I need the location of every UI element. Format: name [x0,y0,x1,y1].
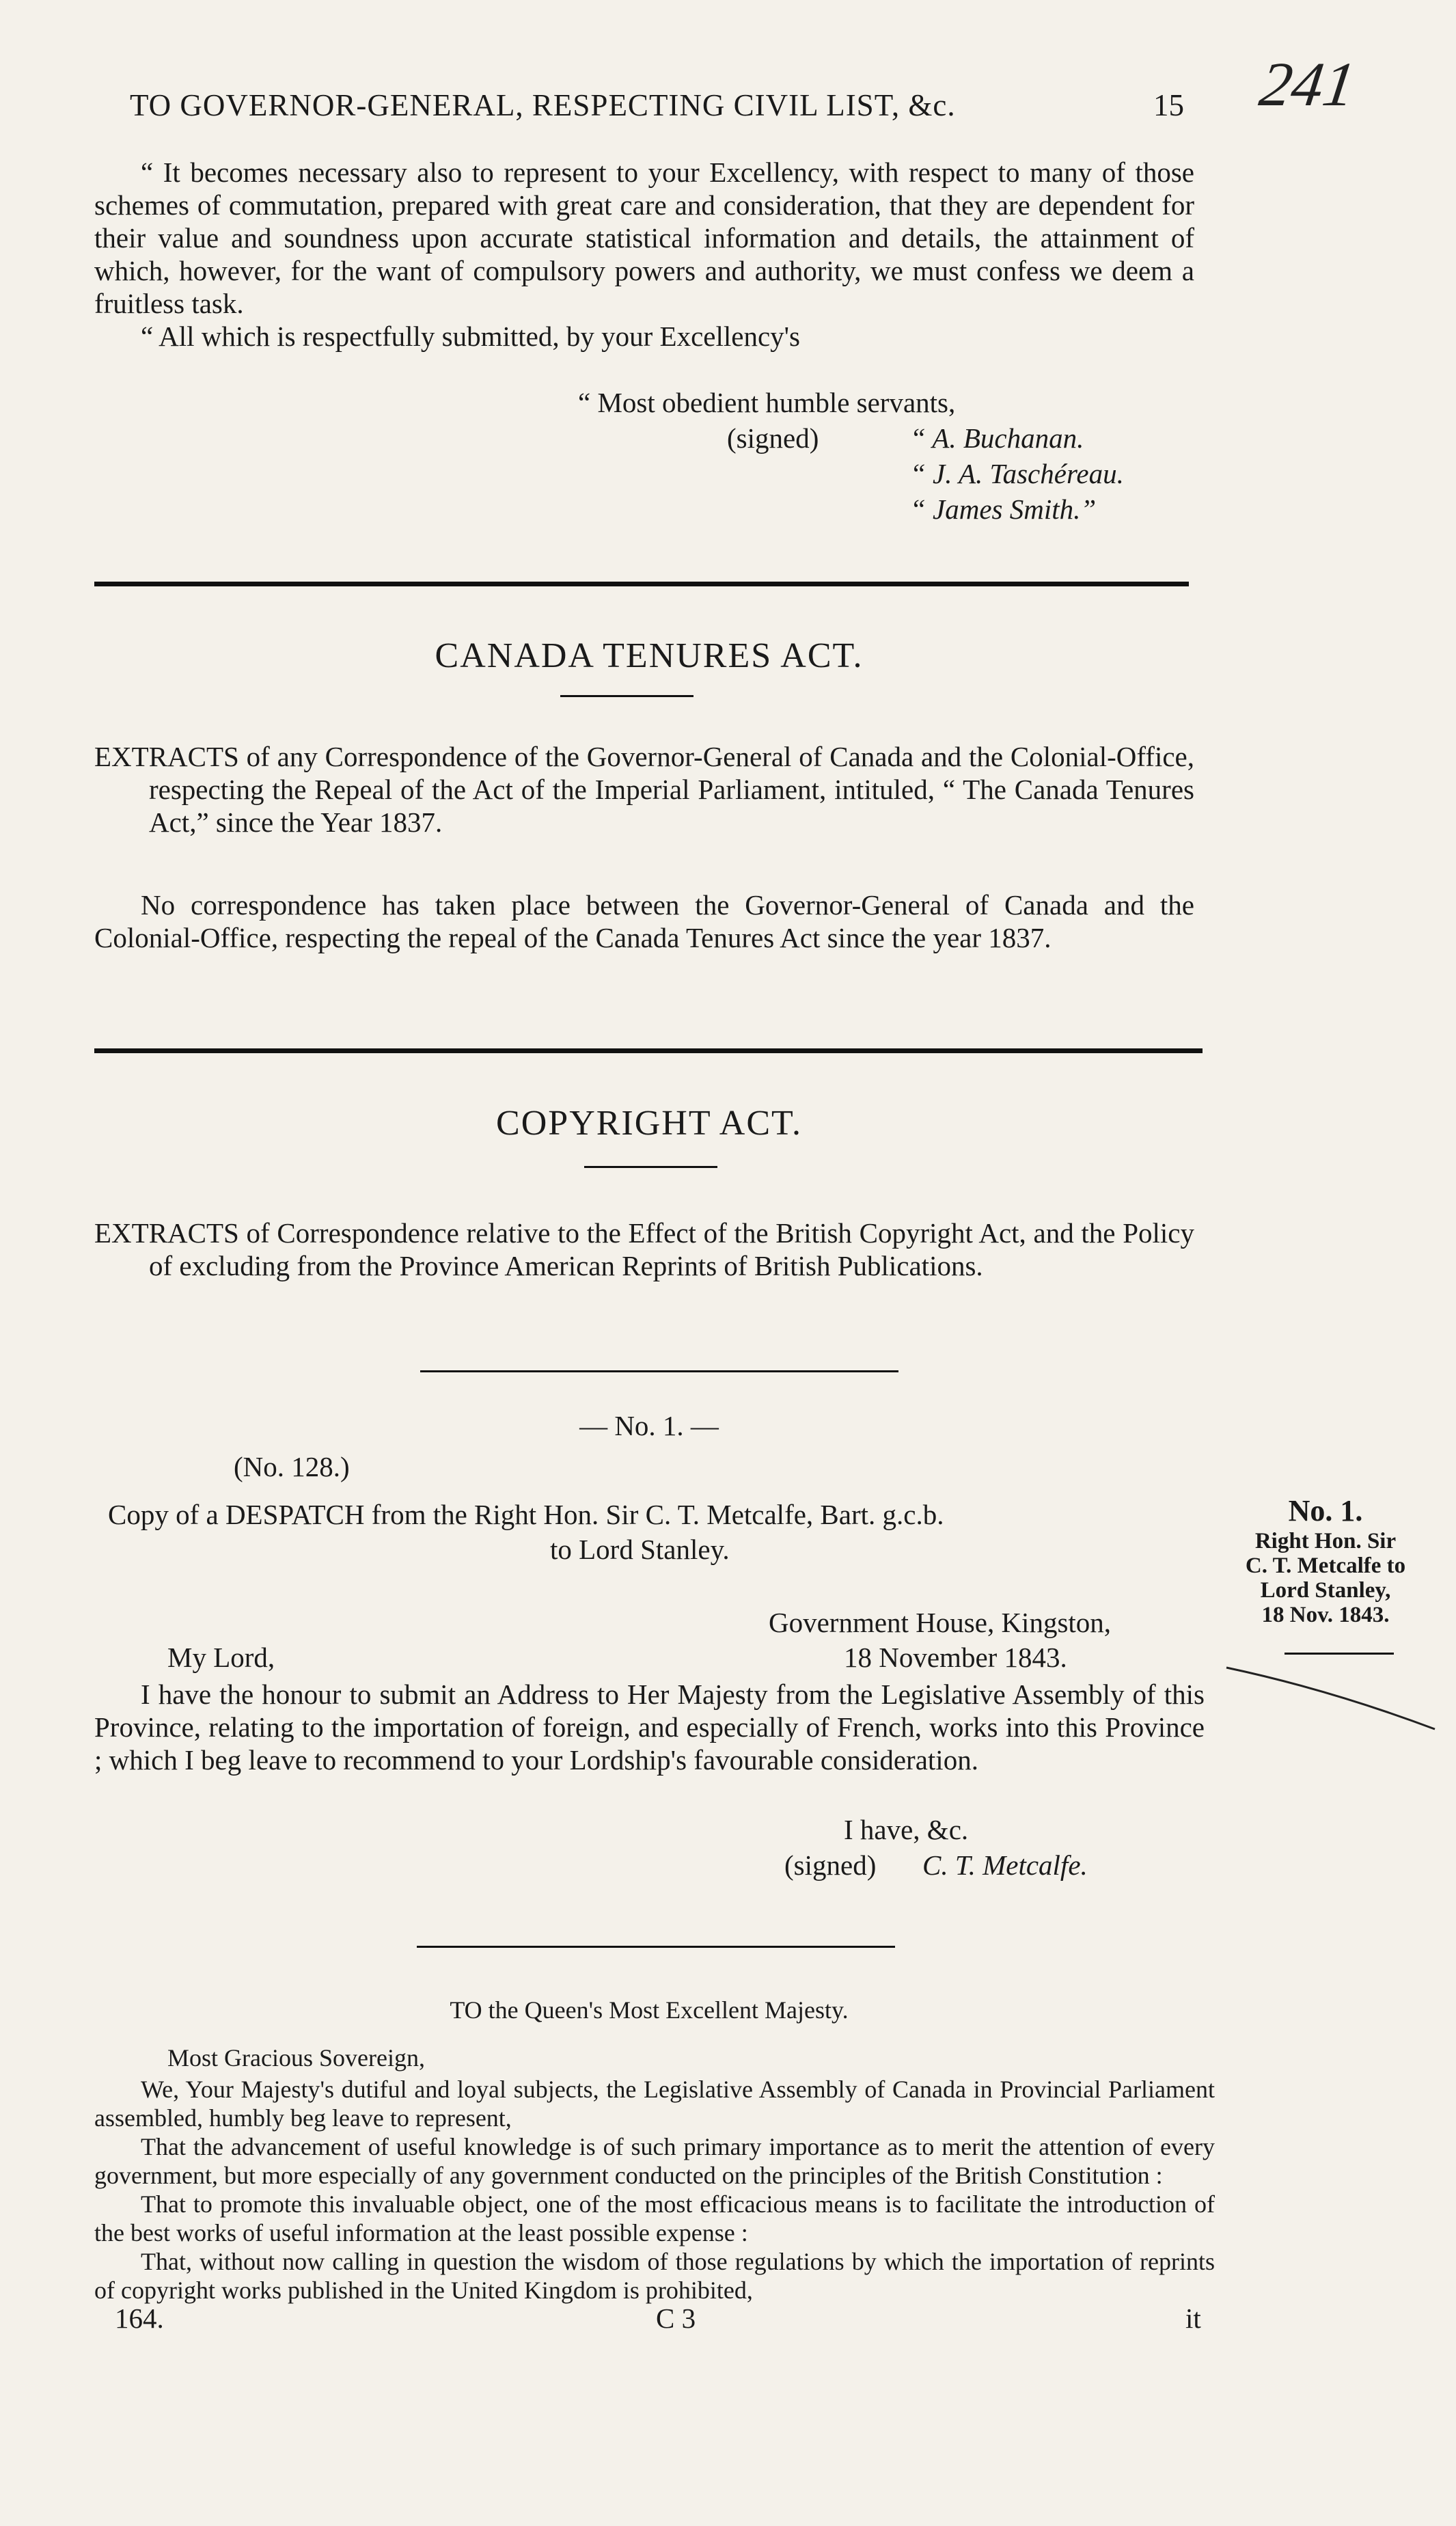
copyright-heading: COPYRIGHT ACT. [496,1104,802,1143]
section-divider-short [420,1370,898,1372]
margin-note-rule [1285,1653,1394,1655]
closing-line: “ Most obedient humble servants, [578,387,956,418]
margin-note [1223,1493,1428,1627]
footer-sessional-number: 164. [115,2303,164,2334]
section-divider [94,1048,1203,1053]
tenures-heading: CANADA TENURES ACT. [435,636,864,675]
footer-catchword: it [1185,2303,1201,2334]
copyright-extract [94,1217,1194,1282]
address-heading: TO the Queen's Most Excellent Majesty. [450,1996,849,2024]
address-paragraph-1: We, Your Majesty's dutiful and loyal subjects, the Legislative Assembly of Canada in Provincial Parliament assembled, humbly beg leave to represent, [94,2076,1215,2132]
despatch-signed-label: (signed) [784,1849,877,1881]
margin-pen-stroke [1223,1661,1442,1736]
despatch-salutation: My Lord, [167,1642,275,1673]
signatory-3: “ James Smith.” [910,493,1097,525]
despatch-title-line-1: Copy of a DESPATCH from the Right Hon. Sir C. T. Metcalfe, Bart. g.c.b. [108,1499,944,1530]
address-body [94,2075,1215,2305]
copyright-extract-text: EXTRACTS of Correspondence relative to the Effect of the British Copyright Act, and the Policy of excluding from the Province American Reprints of British Publications. [94,1217,1194,1281]
address-salutation: Most Gracious Sovereign, [167,2044,425,2072]
signed-label: (signed) [727,422,819,454]
address-paragraph-3: That to promote this invaluable object, one of the most efficacious means is to facilitate the introduction of the best works of useful information at the least possible expense : [94,2190,1215,2246]
despatch-signature: C. T. Metcalfe. [922,1849,1088,1881]
tenures-extract-text: EXTRACTS of any Correspondence of the Governor-General of Canada and the Colonial-Office, respecting the Repeal of the Act of the Imperial Parliament, intituled, “ The Canada Tenures Act,” since the Year 1837. [94,741,1194,838]
handwritten-folio-number: 241 [1255,49,1360,119]
despatch-title-line-2: to Lord Stanley. [550,1534,730,1565]
margin-note-line: Right Hon. Sir [1254,1529,1397,1553]
despatch-date: 18 November 1843. [844,1642,1067,1673]
civil-list-paragraph-1: “ It becomes necessary also to represent to your Excellency, with respect to many of those schemes of commutation, prepared with great care and consideration, that they are dependent for their value and soundness upon accurate statistical information and details, the attainment of which, however, for the want of compulsory powers and authority, we must confess we deem a fruitless task. [94,157,1194,319]
despatch-body-text: I have the honour to submit an Address to Her Majesty from the Legislative Assembly of this Province, relating to the importation of foreign, and especially of French, works into this Province ; which I beg leave to recommend to your Lordship's favourable consideration. [94,1679,1205,1776]
margin-note-line: C. T. Metcalfe to [1245,1553,1406,1578]
signatory-1: “ A. Buchanan. [910,422,1084,454]
heading-underline [584,1166,717,1168]
despatch-number: (No. 128.) [234,1451,350,1482]
margin-note-line: Lord Stanley, [1260,1578,1391,1603]
heading-underline [560,695,693,697]
footer-signature-mark: C 3 [656,2303,696,2334]
document-number-label: — No. 1. — [579,1410,719,1441]
civil-list-paragraph-2: “ All which is respectfully submitted, by your Excellency's [141,321,800,352]
tenures-body [94,888,1194,954]
page-number: 15 [1153,88,1184,122]
address-paragraph-2: That the advancement of useful knowledge is of such primary importance as to merit the attention of every government, but more especially of any government conducted on the principles of the British Constitution : [94,2133,1215,2189]
civil-list-text [94,156,1194,353]
section-divider-short [417,1946,895,1948]
despatch-place: Government House, Kingston, [769,1607,1112,1638]
margin-note-title: No. 1. [1288,1494,1363,1527]
margin-note-line: 18 Nov. 1843. [1261,1603,1390,1627]
despatch-body [94,1678,1205,1776]
section-divider [94,582,1189,586]
tenures-extract [94,740,1194,839]
despatch-close: I have, &c. [844,1814,969,1845]
running-title: TO GOVERNOR-GENERAL, RESPECTING CIVIL LIST, &c. [130,88,956,122]
address-paragraph-4: That, without now calling in question the wisdom of those regulations by which the importation of reprints of copyright works published in the United Kingdom is prohibited, [94,2248,1215,2304]
tenures-body-text: No correspondence has taken place between the Governor-General of Canada and the Colonial-Office, respecting the repeal of the Canada Tenures Act since the year 1837. [94,889,1194,953]
signatory-2: “ J. A. Taschéreau. [910,458,1124,489]
